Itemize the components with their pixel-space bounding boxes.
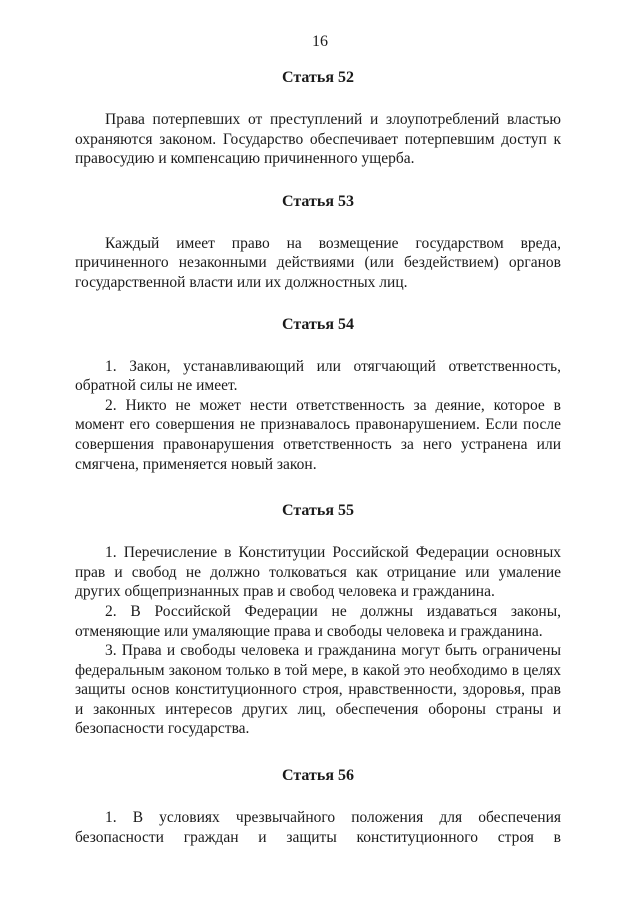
article-title: Статья 54 — [282, 315, 354, 333]
article-paragraph: Права потерпевших от преступлений и злоупотреблений властью охраняются законом. Государство обеспечивает потерпевшим доступ к правосудию и компенсацию причиненного ущерба. — [75, 111, 561, 168]
article-56 — [75, 766, 561, 847]
article-52 — [75, 68, 561, 169]
article-paragraph: 2. В Российской Федерации не должны издаваться законы, отменяющие или умаляющие права и свободы человека и гражданина. — [75, 602, 561, 640]
article-54 — [75, 315, 561, 475]
article-title: Статья 52 — [282, 69, 354, 86]
article-title: Статья 55 — [282, 502, 354, 520]
article-title: Статья 53 — [282, 192, 354, 210]
article-53 — [75, 192, 561, 293]
article-paragraph: Каждый имеет право на возмещение государством вреда, причиненного незаконными действиями (или бездействием) органов государственной власти или их должностных лиц. — [75, 234, 561, 291]
article-title: Статья 56 — [282, 767, 354, 785]
article-paragraph: 1. В условиях чрезвычайного положения для обеспечения безопасности граждан и защиты конституционного строя в — [75, 809, 561, 846]
document-body — [75, 68, 561, 847]
article-paragraph: 1. Перечисление в Конституции Российской Федерации основных прав и свобод не должно толковаться как отрицание или умаление других общепризнанных прав и свобод человека и гражданина. — [75, 544, 561, 601]
article-55 — [75, 501, 561, 739]
article-paragraph: 1. Закон, устанавливающий или отягчающий ответственность, обратной силы не имеет. — [75, 357, 561, 395]
page-number: 16 — [312, 33, 328, 50]
article-paragraph: 3. Права и свободы человека и гражданина могут быть ограничены федеральным законом только в той мере, в какой это необходимо в целях защиты основ конституционного строя, нравственности, здоровья, прав и законных интересов других лиц, обеспечения обороны страны и безопасности государства. — [75, 642, 561, 738]
article-paragraph: 2. Никто не может нести ответственность за деяние, которое в момент его совершения не признавалось правонарушением. Если после совершения правонарушения ответственность за него устранена или смягчена, применяется новый закон. — [75, 396, 561, 473]
